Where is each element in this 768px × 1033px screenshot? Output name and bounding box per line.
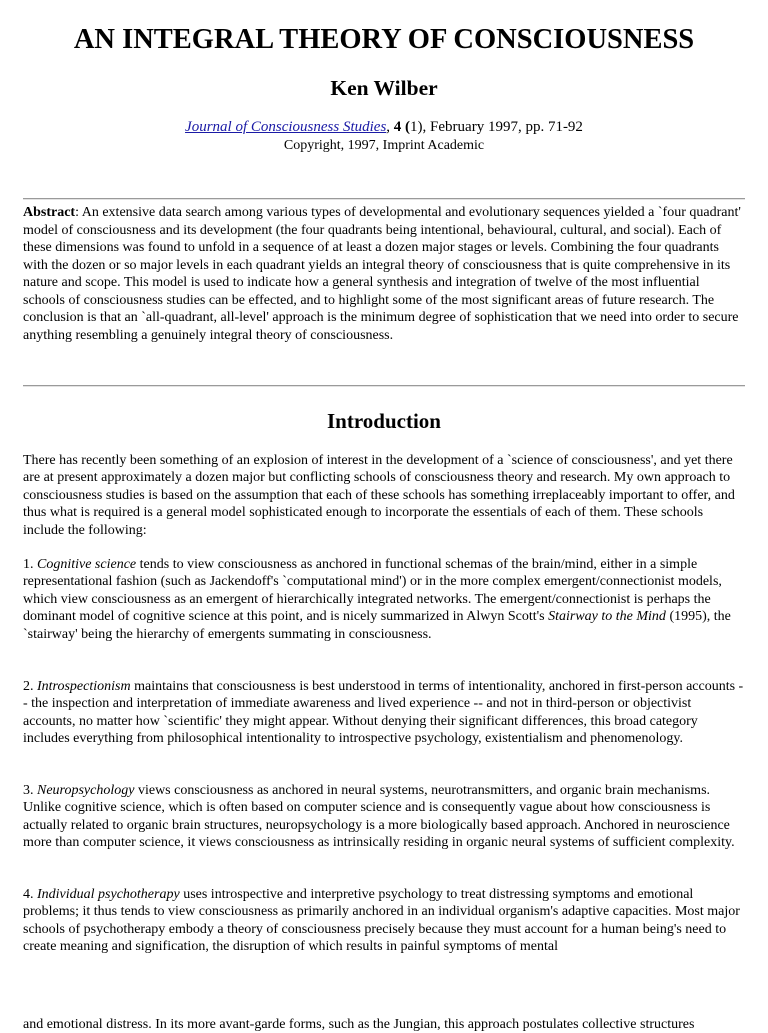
item-number: 2. — [23, 679, 37, 694]
item-number: 3. — [23, 783, 37, 798]
item-term: Cognitive science — [37, 557, 137, 572]
list-item-cognitive-science — [23, 556, 745, 643]
journal-link[interactable]: Journal of Consciousness Studies — [185, 119, 387, 135]
citation-issue-details: 1), February 1997, pp. 71-92 — [410, 119, 583, 135]
citation-line — [23, 118, 745, 136]
document-title: AN INTEGRAL THEORY OF CONSCIOUSNESS — [73, 24, 695, 55]
item-term: Neuropsychology — [37, 783, 135, 798]
list-item-neuropsychology — [23, 782, 745, 852]
item-number: 4. — [23, 887, 37, 902]
abstract-text: : An extensive data search among various types of developmental and evolutionary sequences yielded a `four quadrant' model of consciousness and its development (the four quadrants being intentional, behavioural, cultural, and social). Each of these dimensions was found to unfold in a sequence of at least a dozen major stages or levels. Combining the four quadrants with the dozen or so major levels in each quadrant yields an integral theory of consciousness that is quite comprehensive in its nature and scope. This model is used to indicate how a general synthesis and integration of twelve of the most influential schools of consciousness studies can be effected, and to highlight some of the most significant areas of future research. The conclusion is that an `all-quadrant, all-level' approach is the minimum degree of sophistication that we need into order to secure anything resembling a genuinely integral theory of consciousness. — [23, 205, 741, 343]
item-number: 1. — [23, 557, 37, 572]
item-term: Individual psychotherapy — [37, 887, 180, 902]
list-item-introspectionism — [23, 678, 745, 748]
item-text: views consciousness as anchored in neural systems, neurotransmitters, and organic brain mechanisms. Unlike cognitive science, which is often based on computer science and is consequently vague about how consciousness is actually related to organic brain structures, neuropsychology is a more biologically based approach. Anchored in neuroscience more than computer science, it views consciousness as intrinsically residing in organic neural systems of sufficient complexity. — [23, 783, 735, 851]
book-title: Stairway to the Mind — [548, 609, 666, 625]
abstract-paragraph — [23, 204, 745, 344]
list-item-individual-psychotherapy — [23, 886, 745, 956]
item-text: uses introspective and interpretive psychology to treat distressing symptoms and emotional problems; it thus tends to view consciousness as primarily anchored in an individual organism's adaptive capacities. Most major schools of psychotherapy embody a theory of consciousness precisely because they must account for a human being's need to create meaning and signification, the disruption of which results in painful symptoms of mental — [23, 887, 740, 955]
citation-volume: 4 — [393, 119, 402, 135]
copyright-line: Copyright, 1997, Imprint Academic — [283, 138, 485, 153]
section-heading-introduction: Introduction — [327, 409, 441, 433]
citation-issue-open: ( — [401, 119, 411, 135]
item-text-continued: (1995), the `stairway' being the hierarchy of emergents summating in consciousness. — [23, 609, 731, 642]
author-name: Ken Wilber — [330, 76, 438, 100]
item-term: Introspectionism — [37, 679, 131, 694]
citation-separator: , — [386, 119, 394, 135]
abstract-label: Abstract — [23, 205, 76, 220]
abstract-divider — [23, 385, 745, 387]
item-text: maintains that consciousness is best understood in terms of intentionality, anchored in first-person accounts -- the inspection and interpretation of immediate awareness and lived experience -- and not in third-person or objectivist accounts, no matter how `scientific' they might appear. Without denying their significant differences, this broad category includes everything from philosophical intentionality to introspective psychology, existentialism and phenomenology. — [23, 679, 744, 747]
intro-paragraph: There has recently been something of an explosion of interest in the development of a `science of consciousness', and yet there are at present approximately a dozen major but conflicting schools of consciousness theory and research. My own approach to consciousness studies is based on the assumption that each of these schools has something irreplaceably important to offer, and thus what is required is a general model sophisticated enough to incorporate the essentials of each of them. These schools include the following: — [23, 453, 735, 538]
top-divider — [23, 198, 745, 200]
next-page-continuation: and emotional distress. In its more avant-garde forms, such as the Jungian, this approach postulates collective structures — [23, 1017, 695, 1032]
item-text: tends to view consciousness as anchored in functional schemas of the brain/mind, either in a simple representational fashion (such as Jackendoff's `computational mind') or in the more complex emergent/connectionist models, which view consciousness as an emergent of hierarchically integrated networks. The emergent/connectionist is perhaps the dominant model of cognitive science at this point, and is nicely summarized in Alwyn Scott's — [23, 557, 722, 625]
